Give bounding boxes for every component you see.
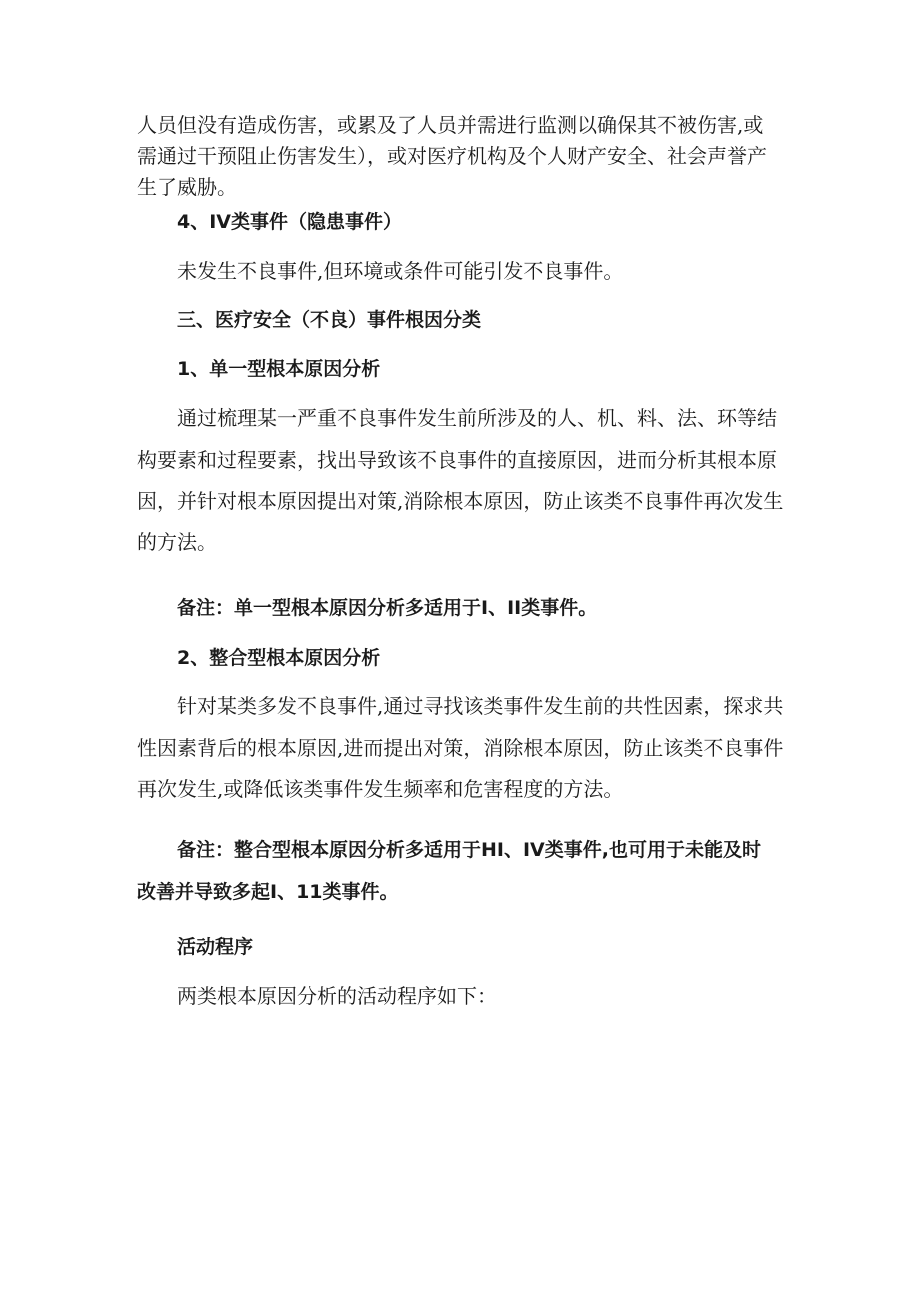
text-line: 需通过干预阻止伤害发生），或对医疗机构及个人财产安全、社会声誉产 bbox=[137, 144, 767, 168]
continuation-paragraph bbox=[137, 110, 793, 203]
text-line: 的方法。 bbox=[137, 530, 217, 554]
text-line: 改善并导致多起I、11类事件。 bbox=[137, 881, 399, 903]
text-line: 生了威胁。 bbox=[137, 175, 237, 199]
text-line: 通过梳理某一严重不良事件发生前所涉及的人、机、料、法、环等结 bbox=[177, 406, 777, 430]
activity-title: 活动程序 bbox=[177, 936, 254, 958]
iv-description: 未发生不良事件,但环境或条件可能引发不良事件。 bbox=[177, 259, 624, 283]
activity-description: 两类根本原因分析的活动程序如下： bbox=[177, 984, 497, 1008]
subsection-1-body bbox=[137, 403, 793, 558]
note-1: 备注：单一型根本原因分析多适用于I、II类事件。 bbox=[177, 597, 598, 619]
subsection-1-title: 1、单一型根本原因分析 bbox=[177, 358, 381, 380]
text-line: 因，并针对根本原因提出对策,消除根本原因，防止该类不良事件再次发生 bbox=[137, 489, 784, 513]
subsection-2-body bbox=[137, 691, 793, 805]
subsection-2-title: 2、整合型根本原因分析 bbox=[177, 647, 381, 669]
text-line: 人员但没有造成伤害，或累及了人员并需进行监测以确保其不被伤害,或 bbox=[137, 113, 764, 137]
text-line: 针对某类多发不良事件,通过寻找该类事件发生前的共性因素，探求共 bbox=[177, 694, 784, 718]
text-line: 性因素背后的根本原因,进而提出对策，消除根本原因，防止该类不良事件 bbox=[137, 736, 784, 760]
note-2 bbox=[137, 835, 793, 908]
text-line: 再次发生,或降低该类事件发生频率和危害程度的方法。 bbox=[137, 777, 624, 801]
section-3-title: 三、医疗安全（不良）事件根因分类 bbox=[177, 309, 482, 331]
text-line: 备注：整合型根本原因分析多适用于HI、IV类事件,也可用于未能及时 bbox=[177, 839, 761, 861]
heading-iv-events: 4、IV类事件（隐患事件） bbox=[177, 211, 402, 233]
text-line: 构要素和过程要素，找出导致该不良事件的直接原因，进而分析其根本原 bbox=[137, 448, 777, 472]
